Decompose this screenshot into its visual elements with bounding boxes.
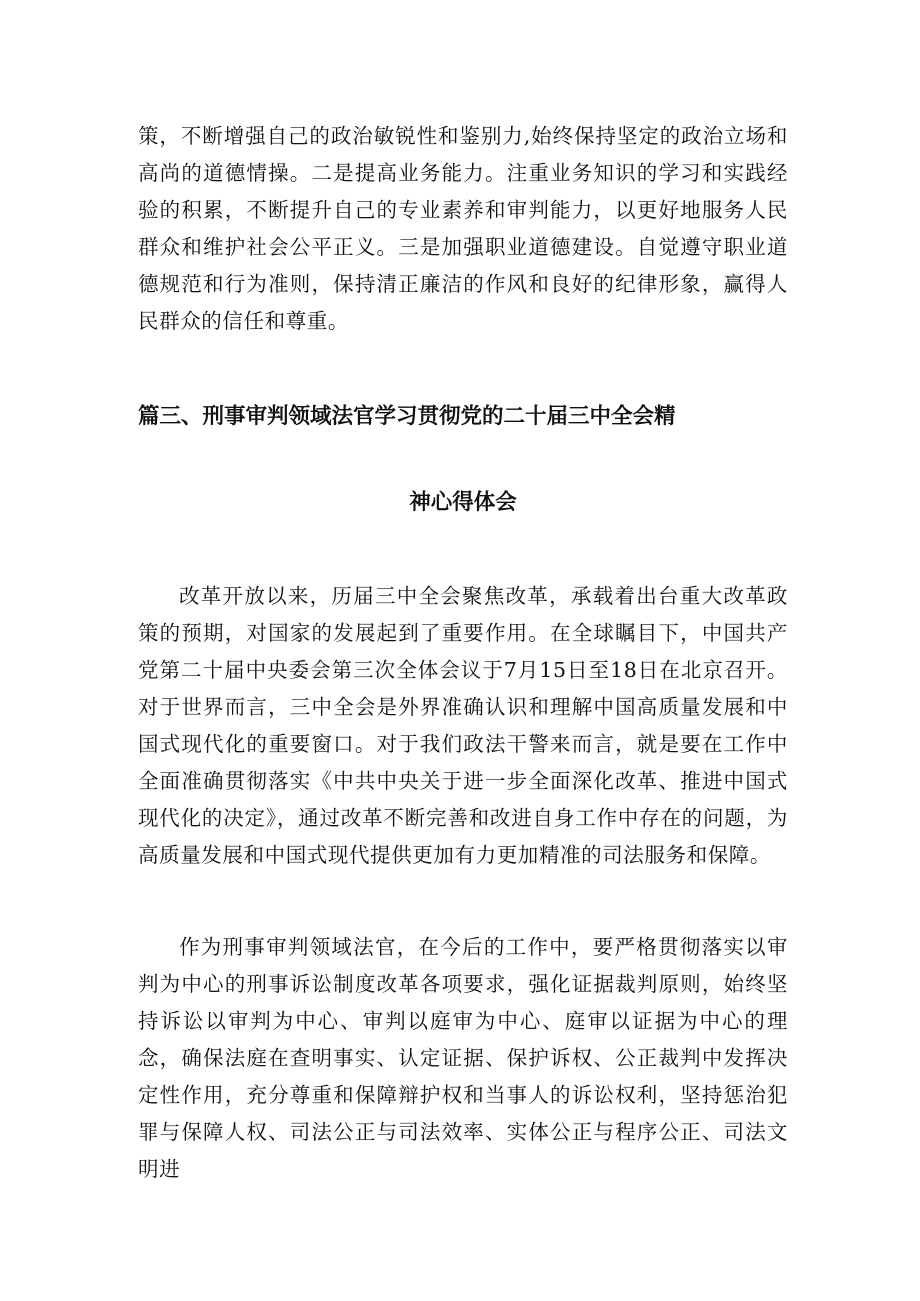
section-heading-line1: 篇三、刑事审判领域法官学习贯彻党的二十届三中全会精 <box>138 404 676 429</box>
paragraph-judge-duties: 作为刑事审判领域法官，在今后的工作中，要严格贯彻落实以审判为中心的刑事诉讼制度改革各项要求，强化证据裁判原则，始终坚持诉讼以审判为中心、审判以庭审为中心、庭审以证据为中心的理念，确保法庭在查明事实、认定证据、保护诉权、公正裁判中发挥决定性作用，充分尊重和保障辩护权和当事人的诉讼权利，坚持惩治犯罪与保障人权、司法公正与司法效率、实体公正与程序公正、司法文明进 <box>138 935 788 1181</box>
paragraph-reform: 改革开放以来，历届三中全会聚焦改革，承载着出台重大改革政策的预期，对国家的发展起到了重要作用。在全球瞩目下，中国共产党第二十届中央委会第三次全体会议于7月15日至18日在北京召开。对于世界而言，三中全会是外界准确认识和理解中国高质量发展和中国式现代化的重要窗口。对于我们政法干警来而言，就是要在工作中全面准确贯彻落实《中共中央关于进一步全面深化改革、推进中国式现代化的决定》，通过改革不断完善和改进自身工作中存在的问题，为高质量发展和中国式现代提供更加有力更加精准的司法服务和保障。 <box>138 584 788 867</box>
paragraph-continued: 策，不断增强自己的政治敏锐性和鉴别力,始终保持坚定的政治立场和高尚的道德情操。二是提高业务能力。注重业务知识的学习和实践经验的积累，不断提升自己的专业素养和审判能力，以更好地服务人民群众和维护社会公平正义。三是加强职业道德建设。自觉遵守职业道德规范和行为准则，保持清正廉洁的作风和良好的纪律形象，赢得人民群众的信任和尊重。 <box>138 124 788 333</box>
section-heading-line2: 神心得体会 <box>409 490 517 515</box>
